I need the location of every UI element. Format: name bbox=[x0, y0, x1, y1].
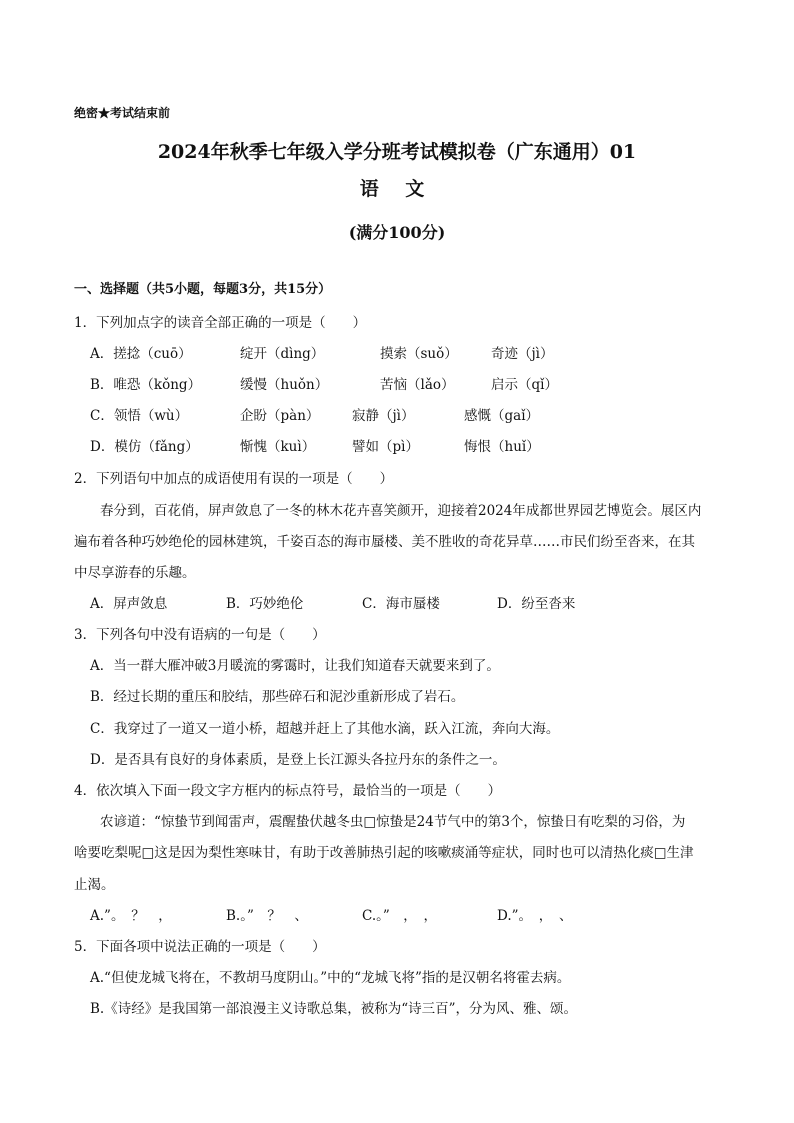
q1-d-2: 惭愧（kuì） bbox=[240, 439, 316, 455]
q5-option-b: B.《诗经》是我国第一部浪漫主义诗歌总集，被称为“诗三百”，分为风、雅、颂。 bbox=[90, 1001, 578, 1017]
q1-d-1: D．模仿（fǎng） bbox=[90, 439, 199, 455]
page-title: 2024年秋季七年级入学分班考试模拟卷（广东通用）01 bbox=[157, 141, 637, 163]
q2-para-line-2: 遍布着各种巧妙绝伦的园林建筑，千姿百态的海市蜃楼、美不胜收的奇花异草……市民们纷至沓来，在其 bbox=[74, 534, 695, 550]
q3-option-c: C．我穿过了一道又一道小桥，超越并赶上了其他水滴，跃入江流，奔向大海。 bbox=[90, 721, 560, 737]
secret-label: 绝密★考试结束前 bbox=[74, 106, 171, 120]
q1-c-2: 企盼（pàn） bbox=[240, 408, 320, 424]
q1-a-4: 奇迹（jì） bbox=[491, 346, 554, 362]
q1-b-1: B．唯恐（kǒng） bbox=[90, 377, 202, 393]
subject-title: 语 文 bbox=[359, 178, 435, 200]
q1-c-4: 感慨（gaǐ） bbox=[464, 408, 540, 424]
q4-para-line-3: 止渴。 bbox=[74, 877, 115, 893]
q2-para-line-1: 春分到，百花俏，屏声敛息了一冬的林木花卉喜笑颜开，迎接着2024年成都世界园艺博览会。展区内 bbox=[100, 503, 702, 519]
q2-option-b: B．巧妙绝伦 bbox=[226, 596, 304, 612]
q1-c-1: C．领悟（wù） bbox=[90, 408, 189, 424]
full-score: (满分100分) bbox=[348, 223, 446, 242]
q2-option-a: A．屏声敛息 bbox=[90, 596, 168, 612]
q3-option-b: B．经过长期的重压和胶结，那些碎石和泥沙重新形成了岩石。 bbox=[90, 689, 465, 705]
q2-option-d: D．纷至沓来 bbox=[497, 596, 576, 612]
q4-stem: 4．依次填入下面一段文字方框内的标点符号，最恰当的一项是（ ） bbox=[74, 783, 502, 799]
q1-c-3: 寂静（jì） bbox=[352, 408, 415, 424]
section-heading: 一、选择题（共5小题，每题3分，共15分） bbox=[74, 282, 332, 297]
q1-a-2: 绽开（dìng） bbox=[240, 346, 325, 362]
q5-stem: 5．下面各项中说法正确的一项是（ ） bbox=[74, 939, 326, 955]
q4-para-line-1: 农谚道：“惊蛰节到闻雷声，震醒蛰伏越冬虫□惊蛰是24节气中的第3个，惊蛰日有吃梨的习俗，为 bbox=[100, 814, 686, 830]
q3-option-d: D．是否具有良好的身体素质，是登上长江源头各拉丹东的条件之一。 bbox=[90, 752, 506, 768]
q4-option-b: B.。” ？ 、 bbox=[226, 908, 308, 924]
q1-d-3: 譬如（pì） bbox=[352, 439, 419, 455]
q1-a-1: A．搓捻（cuō） bbox=[90, 346, 192, 362]
q1-b-4: 启示（qǐ） bbox=[491, 377, 558, 393]
q2-option-c: C．海市蜃楼 bbox=[362, 596, 440, 612]
q1-d-4: 悔恨（huǐ） bbox=[464, 439, 540, 455]
q1-a-3: 摸索（suǒ） bbox=[380, 346, 458, 362]
q1-stem: 1．下列加点字的读音全部正确的一项是（ ） bbox=[74, 315, 367, 331]
q4-para-line-2: 啥要吃梨呢□这是因为梨性寒味甘，有助于改善肺热引起的咳嗽痰涌等症状，同时也可以清热化痰□生津 bbox=[74, 845, 694, 861]
q3-stem: 3．下列各句中没有语病的一句是（ ） bbox=[74, 627, 326, 643]
q5-option-a: A.“但使龙城飞将在，不教胡马度阴山。”中的“龙城飞将”指的是汉朝名将霍去病。 bbox=[90, 970, 571, 986]
q3-option-a: A．当一群大雁冲破3月暖流的雾霭时，让我们知道春天就要来到了。 bbox=[90, 658, 500, 674]
q2-stem: 2．下列语句中加点的成语使用有误的一项是（ ） bbox=[74, 471, 394, 487]
q4-option-a: A.”。 ？ ， bbox=[90, 908, 172, 924]
q1-b-2: 缓慢（huǒn） bbox=[240, 377, 329, 393]
q4-option-d: D.”。 ， 、 bbox=[497, 908, 573, 924]
q1-b-3: 苦恼（lǎo） bbox=[380, 377, 455, 393]
q4-option-c: C.。” ， ， bbox=[362, 908, 438, 924]
q2-para-line-3: 中尽享游春的乐趣。 bbox=[74, 565, 196, 581]
